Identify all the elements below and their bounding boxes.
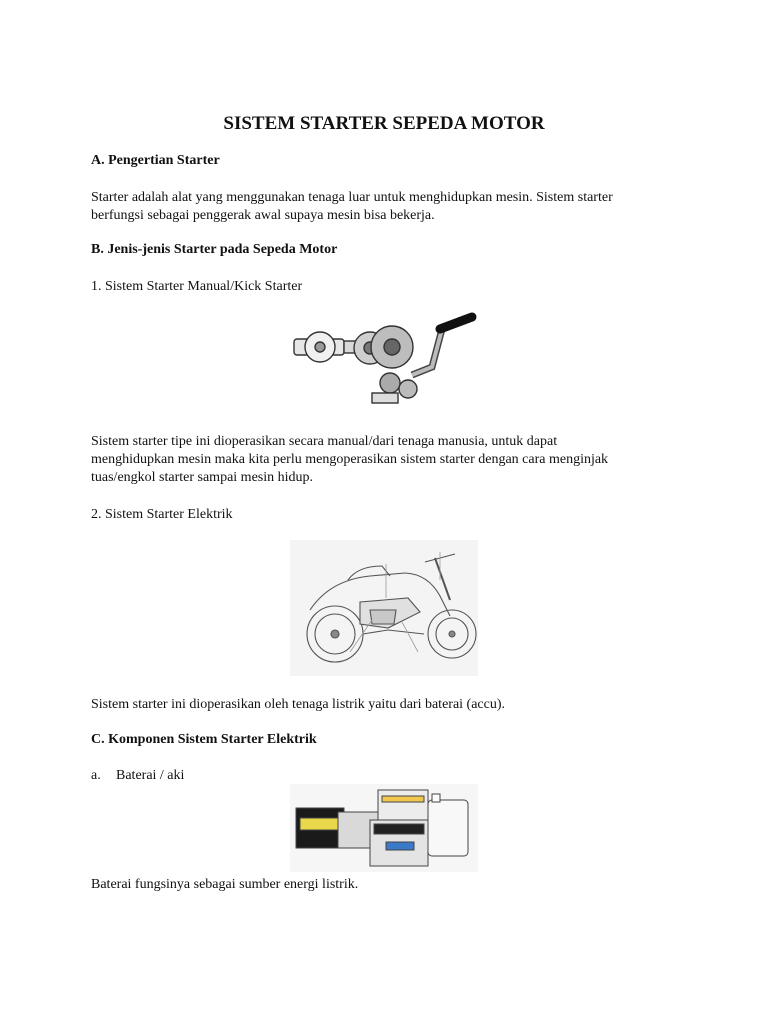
- section-a-heading: A. Pengertian Starter: [91, 153, 220, 168]
- kick-starter-text-line-3: tuas/engkol starter sampai mesin hidup.: [91, 470, 314, 485]
- battery-list-label: Baterai / aki: [116, 768, 185, 783]
- kick-starter-text-line-2: menghidupkan mesin maka kita perlu mengoperasikan sistem starter dengan cara menginjak: [91, 452, 609, 467]
- electric-starter-diagram-image: [290, 540, 478, 676]
- battery-image: [290, 784, 478, 872]
- section-b-heading: B. Jenis-jenis Starter pada Sepeda Motor: [91, 242, 338, 257]
- section-a-text-line-1: Starter adalah alat yang menggunakan tenaga luar untuk menghidupkan mesin. Sistem starter: [91, 190, 613, 205]
- electric-starter-text: Sistem starter ini dioperasikan oleh tenaga listrik yaitu dari baterai (accu).: [91, 697, 506, 712]
- electric-starter-label: 2. Sistem Starter Elektrik: [91, 507, 233, 522]
- kick-starter-text-line-1: Sistem starter tipe ini dioperasikan secara manual/dari tenaga manusia, untuk dapat: [91, 434, 558, 449]
- kick-starter-image: [290, 303, 478, 415]
- section-a-text-line-2: berfungsi sebagai penggerak awal supaya mesin bisa bekerja.: [91, 208, 435, 223]
- battery-description: Baterai fungsinya sebagai sumber energi listrik.: [91, 877, 359, 892]
- battery-list-marker: a.: [91, 768, 101, 783]
- section-c-heading: C. Komponen Sistem Starter Elektrik: [91, 732, 317, 747]
- kick-starter-label: 1. Sistem Starter Manual/Kick Starter: [91, 279, 303, 294]
- document-title: SISTEM STARTER SEPEDA MOTOR: [223, 113, 545, 134]
